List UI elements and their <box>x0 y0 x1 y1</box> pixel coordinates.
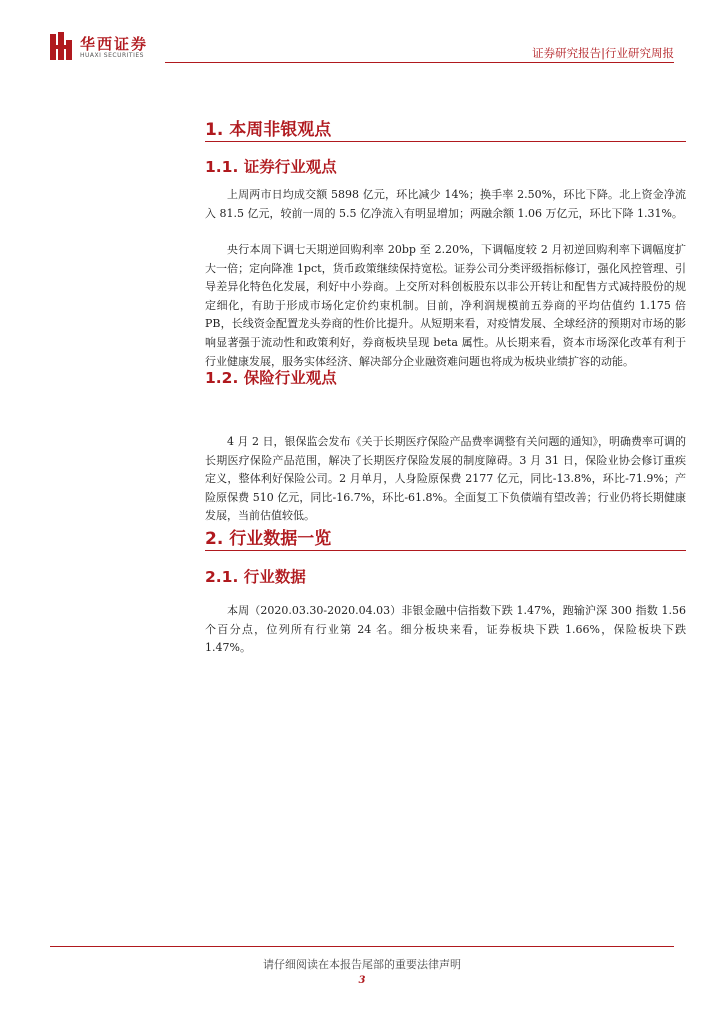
footer-divider <box>50 946 674 947</box>
section-2-1-heading: 2.1. 行业数据 <box>205 568 306 586</box>
section-1-1-heading: 1.1. 证券行业观点 <box>205 158 337 176</box>
page-header <box>0 0 724 70</box>
section-2-heading: 2. 行业数据一览 <box>205 529 332 549</box>
legal-disclaimer-note: 请仔细阅读在本报告尾部的重要法律声明 <box>263 958 461 971</box>
section-1-2-heading: 1.2. 保险行业观点 <box>205 369 337 387</box>
huaxi-logo-icon <box>50 32 72 60</box>
brand-name-en: HUAXI SECURITIES <box>80 52 144 59</box>
section-1-heading: 1. 本周非银观点 <box>205 120 332 140</box>
securities-paragraph-2: 央行本周下调七天期逆回购利率 20bp 至 2.20%，下调幅度较 2 月初逆回购利率下调幅度扩大一倍；定向降准 1pct，货币政策继续保持宽松。证券公司分类评级指标修订，强化风控管理、引导差异化特色化发展，利好中小券商。上交所对科创板股东以非公开转让和配售方式减持股份的规定细化，有助于形成市场化定价约束机制。目前，净利润规模前五券商的平均估值约 1.175 倍 PB，长线资金配置龙头券商的性价比提升。从短期来看，对疫情发展、全球经济的预期对市场的影响显著强于流动性和政策利好，券商板块呈现 beta 属性。从长期来看，资本市场深化改革有利于行业健康发展，服务实体经济、解决部分企业融资难问题也将成为板块业绩扩容的动能。 <box>205 243 686 368</box>
page-number: 3 <box>358 975 366 986</box>
report-type-label: 证券研究报告|行业研究周报 <box>532 46 674 60</box>
header-divider <box>165 62 674 63</box>
section-2-underline <box>205 550 686 551</box>
section-1-underline <box>205 141 686 142</box>
insurance-paragraph-1: 4 月 2 日，银保监会发布《关于长期医疗保险产品费率调整有关问题的通知》，明确费率可调的长期医疗保险产品范围，解决了长期医疗保险发展的制度障碍。3 月 31 日，保险业协会修订重疾定义，整体利好保险公司。2 月单月，人身险原保费 2177 亿元，同比-13.8%，环比-71.9%；产险原保费 510 亿元，同比-16.7%，环比-61.8%。全面复工下负债端有望改善；行业仍将长期健康发展，当前估值较低。 <box>205 435 686 523</box>
brand-name-cn: 华西证券 <box>80 35 149 53</box>
industry-data-paragraph: 本周（2020.03.30-2020.04.03）非银金融中信指数下跌 1.47%，跑输沪深 300 指数 1.56 个百分点，位列所有行业第 24 名。细分板块来看，证券板块下跌 1.66%，保险板块下跌 1.47%。 <box>205 604 686 655</box>
securities-paragraph-1: 上周两市日均成交额 5898 亿元，环比减少 14%；换手率 2.50%，环比下降。北上资金净流入 81.5 亿元，较前一周的 5.5 亿净流入有明显增加；两融余额 1.06 万亿元，环比下降 1.31%。 <box>205 188 686 220</box>
